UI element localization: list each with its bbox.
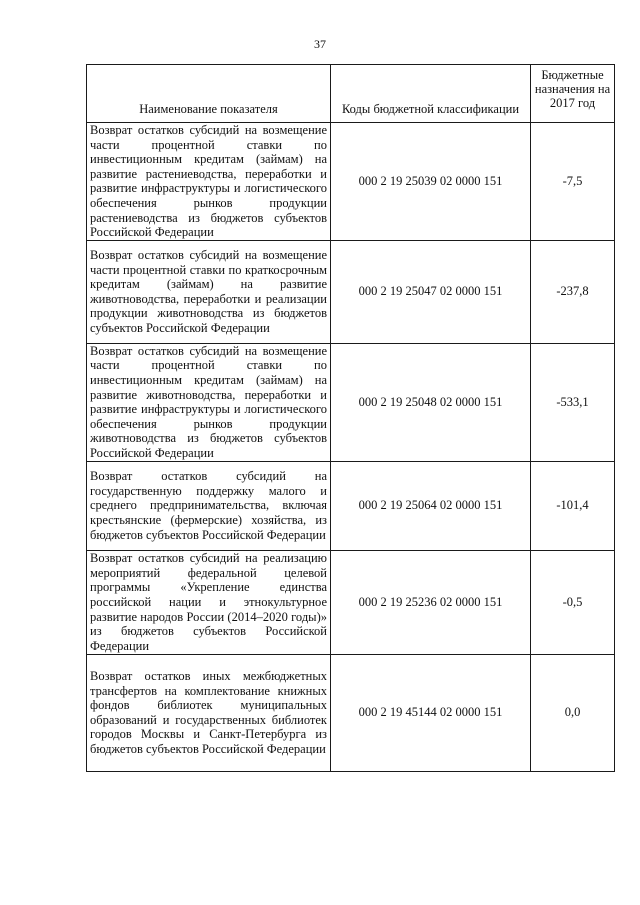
budget-table: [86, 64, 615, 772]
budget-amount-cell: -237,8: [531, 240, 615, 343]
budget-amount-cell: 0,0: [531, 654, 615, 771]
budget-code-cell: 000 2 19 25039 02 0000 151: [331, 123, 531, 241]
indicator-name-cell: Возврат остатков субсидий на реализацию мероприятий федеральной целевой программы «Укрепление единства российской нации и этнокультурное развитие народов России (2014–2020 годы)» из бюджетов субъектов Российской Федерации: [87, 550, 331, 654]
indicator-name-cell: Возврат остатков иных межбюджетных трансфертов на комплектование книжных фондов библиотек муниципальных образований и государственных библиотек городов Москвы и Санкт-Петербурга из бюджетов субъектов Российской Федерации: [87, 654, 331, 771]
budget-amount-cell: -101,4: [531, 461, 615, 550]
budget-code-cell: 000 2 19 25064 02 0000 151: [331, 461, 531, 550]
indicator-name-cell: Возврат остатков субсидий на государственную поддержку малого и среднего предпринимательства, включая крестьянские (фермерские) хозяйства, из бюджетов субъектов Российской Федерации: [87, 461, 331, 550]
page-number: 37: [314, 37, 326, 51]
indicator-name-cell: Возврат остатков субсидий на возмещение части процентной ставки по краткосрочным кредитам (займам) на развитие животноводства, переработки и реализации продукции животноводства из бюджетов субъектов Российской Федерации: [87, 240, 331, 343]
header-budget-amount: Бюджетные назначения на 2017 год: [531, 65, 615, 123]
budget-amount-cell: -533,1: [531, 343, 615, 461]
budget-amount-cell: -0,5: [531, 550, 615, 654]
header-budget-code: Коды бюджетной классификации: [331, 65, 531, 123]
budget-amount-cell: -7,5: [531, 123, 615, 241]
table-header-row: [87, 65, 615, 123]
table-row: [87, 343, 615, 461]
table-row: [87, 654, 615, 771]
budget-code-cell: 000 2 19 25047 02 0000 151: [331, 240, 531, 343]
budget-code-cell: 000 2 19 25236 02 0000 151: [331, 550, 531, 654]
indicator-name-cell: Возврат остатков субсидий на возмещение части процентной ставки по инвестиционным кредитам (займам) на развитие животноводства, переработки и развитие инфраструктуры и логистического обеспечения рынков продукции животноводства из бюджетов субъектов Российской Федерации: [87, 343, 331, 461]
header-indicator-name: Наименование показателя: [87, 65, 331, 123]
table-row: [87, 123, 615, 241]
table-row: [87, 461, 615, 550]
table-row: [87, 240, 615, 343]
indicator-name-cell: Возврат остатков субсидий на возмещение части процентной ставки по инвестиционным кредитам (займам) на развитие растениеводства, переработки и развитие инфраструктуры и логистического обеспечения рынков продукции растениеводства из бюджетов субъектов Российской Федерации: [87, 123, 331, 241]
budget-code-cell: 000 2 19 45144 02 0000 151: [331, 654, 531, 771]
budget-code-cell: 000 2 19 25048 02 0000 151: [331, 343, 531, 461]
table-row: [87, 550, 615, 654]
